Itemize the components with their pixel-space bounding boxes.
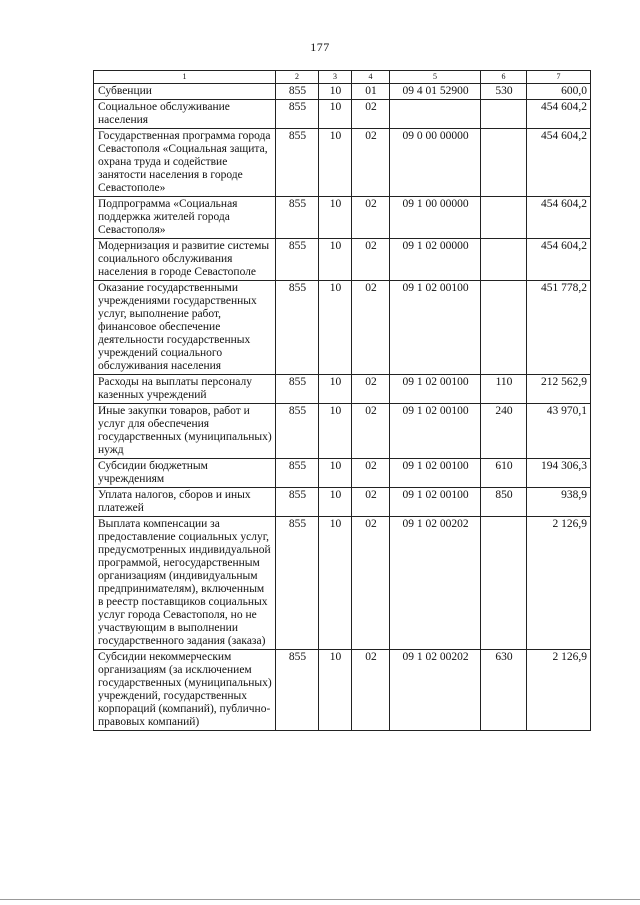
row-name: Государственная программа города Севастополя «Социальная защита, охрана труда и содействие занятости населения в городе Севастополе» [94,129,276,197]
row-code-3: 10 [319,488,352,517]
table-row [94,239,591,281]
row-code-6: 110 [481,375,527,404]
table-row [94,281,591,375]
row-name: Субвенции [94,84,276,100]
row-code-2: 855 [276,517,319,650]
row-code-2: 855 [276,239,319,281]
table-row [94,517,591,650]
row-code-5: 09 1 02 00100 [390,404,481,459]
row-code-2: 855 [276,459,319,488]
row-code-4: 02 [352,404,390,459]
row-name: Модернизация и развитие системы социального обслуживания населения в городе Севастополе [94,239,276,281]
row-code-3: 10 [319,84,352,100]
row-code-3: 10 [319,129,352,197]
row-code-4: 02 [352,650,390,731]
row-code-4: 02 [352,488,390,517]
row-code-4: 01 [352,84,390,100]
row-code-2: 855 [276,281,319,375]
row-name: Оказание государственными учреждениями государственных услуг, выполнение работ, финансовое обеспечение деятельности государственных учреждений социального обслуживания населения [94,281,276,375]
table-row [94,459,591,488]
row-code-3: 10 [319,281,352,375]
row-code-6 [481,100,527,129]
row-code-5: 09 1 02 00100 [390,281,481,375]
row-code-4: 02 [352,375,390,404]
row-amount: 454 604,2 [527,129,591,197]
row-code-5: 09 4 01 52900 [390,84,481,100]
row-amount: 212 562,9 [527,375,591,404]
row-code-6 [481,129,527,197]
row-code-4: 02 [352,197,390,239]
row-code-2: 855 [276,84,319,100]
row-code-4: 02 [352,239,390,281]
row-amount: 43 970,1 [527,404,591,459]
table-row [94,84,591,100]
row-code-2: 855 [276,650,319,731]
row-code-3: 10 [319,100,352,129]
table-row [94,129,591,197]
row-amount: 938,9 [527,488,591,517]
column-header-3: 3 [319,71,352,84]
row-amount: 194 306,3 [527,459,591,488]
row-name: Социальное обслуживание населения [94,100,276,129]
row-name: Выплата компенсации за предоставление социальных услуг, предусмотренных индивидуальной программой, негосударственным организациям (индивидуальным предпринимателям), включенным в реестр поставщиков социальных услуг города Севастополя, но не участвующим в выполнении государственного задания (заказа) [94,517,276,650]
row-code-3: 10 [319,197,352,239]
row-code-5: 09 0 00 00000 [390,129,481,197]
column-header-4: 4 [352,71,390,84]
row-amount: 454 604,2 [527,239,591,281]
row-code-3: 10 [319,517,352,650]
row-code-5: 09 1 02 00100 [390,459,481,488]
row-name: Субсидии некоммерческим организациям (за исключением государственных (муниципальных) учреждений, государственных корпораций (компаний), публично-правовых компаний) [94,650,276,731]
row-code-5: 09 1 02 00000 [390,239,481,281]
row-name: Подпрограмма «Социальная поддержка жителей города Севастополя» [94,197,276,239]
header-row [94,71,591,84]
row-amount: 600,0 [527,84,591,100]
row-code-3: 10 [319,459,352,488]
budget-table [93,70,591,731]
row-code-2: 855 [276,129,319,197]
table-row [94,650,591,731]
column-header-1: 1 [94,71,276,84]
table-row [94,404,591,459]
column-header-7: 7 [527,71,591,84]
row-code-2: 855 [276,404,319,459]
row-code-5: 09 1 00 00000 [390,197,481,239]
page-edge-line [0,899,640,900]
row-name: Расходы на выплаты персоналу казенных учреждений [94,375,276,404]
row-code-6: 240 [481,404,527,459]
row-name: Уплата налогов, сборов и иных платежей [94,488,276,517]
row-code-3: 10 [319,239,352,281]
row-code-6: 630 [481,650,527,731]
row-code-2: 855 [276,375,319,404]
row-code-6: 850 [481,488,527,517]
table-row [94,100,591,129]
row-name: Иные закупки товаров, работ и услуг для обеспечения государственных (муниципальных) нужд [94,404,276,459]
row-code-6: 530 [481,84,527,100]
row-code-6 [481,197,527,239]
row-code-4: 02 [352,129,390,197]
row-amount: 451 778,2 [527,281,591,375]
table-row [94,375,591,404]
row-code-5: 09 1 02 00100 [390,488,481,517]
row-code-4: 02 [352,517,390,650]
page-number: 177 [310,40,330,54]
row-code-6 [481,517,527,650]
column-header-6: 6 [481,71,527,84]
row-code-2: 855 [276,197,319,239]
row-code-6 [481,281,527,375]
row-code-5: 09 1 02 00202 [390,517,481,650]
row-code-4: 02 [352,100,390,129]
row-code-2: 855 [276,488,319,517]
row-code-5: 09 1 02 00202 [390,650,481,731]
row-name: Субсидии бюджетным учреждениям [94,459,276,488]
row-code-4: 02 [352,281,390,375]
row-code-2: 855 [276,100,319,129]
row-amount: 2 126,9 [527,650,591,731]
row-code-3: 10 [319,650,352,731]
row-code-6 [481,239,527,281]
column-header-5: 5 [390,71,481,84]
row-code-3: 10 [319,375,352,404]
row-amount: 2 126,9 [527,517,591,650]
row-code-5 [390,100,481,129]
row-code-3: 10 [319,404,352,459]
column-header-2: 2 [276,71,319,84]
row-code-6: 610 [481,459,527,488]
table-row [94,488,591,517]
row-amount: 454 604,2 [527,197,591,239]
row-amount: 454 604,2 [527,100,591,129]
row-code-5: 09 1 02 00100 [390,375,481,404]
table-row [94,197,591,239]
row-code-4: 02 [352,459,390,488]
